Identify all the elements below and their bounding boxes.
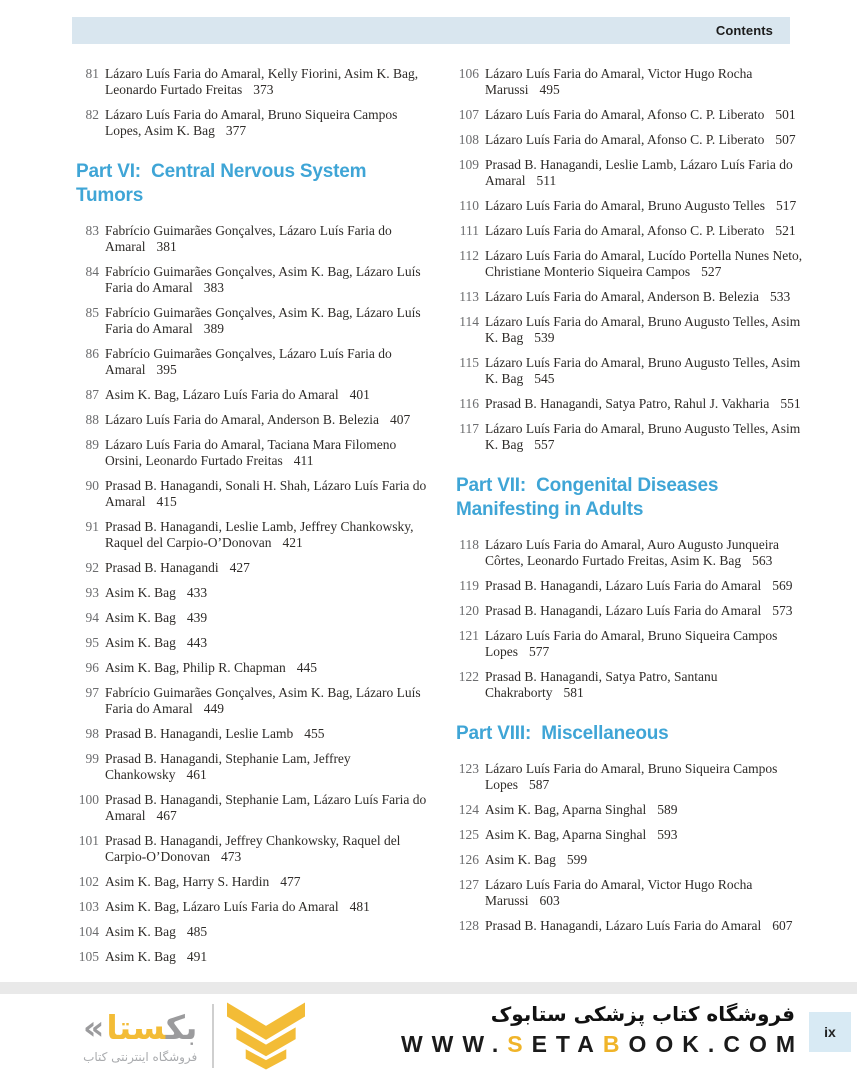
entry-page-number: 461: [186, 767, 207, 782]
entry-number: 84: [85, 264, 99, 279]
toc-entry: [76, 346, 434, 378]
entry-number: 125: [458, 827, 479, 842]
store-title: فروشگاه کتاب پزشکی ستابوک: [490, 1002, 795, 1026]
entry-page-number: 589: [657, 802, 678, 817]
entry-number: 127: [458, 877, 479, 892]
toc-entry: [76, 660, 434, 676]
entry-number: 93: [85, 585, 99, 600]
entry-page-number: 551: [780, 396, 801, 411]
entry-number: 110: [459, 198, 479, 213]
entry-authors: Lázaro Luís Faria do Amaral, Bruno Siqueira Campos Lopes 587: [485, 761, 778, 792]
entry-number: 105: [78, 949, 99, 964]
website-url: WWW.SETABOOK.COM: [400, 1031, 804, 1057]
entry-page-number: 467: [156, 808, 177, 823]
entry-authors: Prasad B. Hanagandi, Stephanie Lam, Lázaro Luís Faria do Amaral 467: [105, 792, 427, 823]
wordmark-yellow-part: ستا: [106, 1007, 166, 1047]
toc-entry: [76, 833, 434, 865]
entry-page-number: 401: [349, 387, 370, 402]
entry-authors: Lázaro Luís Faria do Amaral, Anderson B. Belezia 533: [485, 289, 791, 304]
toc-entry: [456, 918, 806, 934]
entry-page-number: 539: [534, 330, 555, 345]
toc-entry: [76, 264, 434, 296]
toc-entry: [456, 198, 806, 214]
entry-page-number: 455: [304, 726, 325, 741]
entry-page-number: 533: [770, 289, 791, 304]
footer-store-info: [400, 1001, 804, 1058]
entry-authors: Prasad B. Hanagandi, Stephanie Lam, Jeffrey Chankowsky 461: [105, 751, 351, 782]
page-number-badge: [809, 1012, 851, 1052]
entry-authors: Prasad B. Hanagandi, Leslie Lamb, Lázaro Luís Faria do Amaral 511: [485, 157, 793, 188]
toc-entry: [76, 387, 434, 403]
entry-number: 101: [78, 833, 99, 848]
entry-number: 97: [85, 685, 99, 700]
entry-page-number: 449: [203, 701, 224, 716]
entry-page-number: 573: [772, 603, 793, 618]
entry-authors: Lázaro Luís Faria do Amaral, Bruno Siqueira Campos Lopes, Asim K. Bag 377: [105, 107, 398, 138]
toc-entry: [456, 827, 806, 843]
entry-page-number: 433: [186, 585, 208, 600]
logo-divider: [212, 1004, 214, 1068]
entry-number: 104: [78, 924, 99, 939]
entry-number: 124: [458, 802, 479, 817]
toc-entry: [456, 578, 806, 594]
entry-authors: Prasad B. Hanagandi, Satya Patro, Santanu Chakraborty 581: [485, 669, 718, 700]
entry-page-number: 485: [186, 924, 208, 939]
entry-number: 120: [458, 603, 479, 618]
toc-entry: [456, 852, 806, 868]
entry-number: 102: [78, 874, 99, 889]
entry-page-number: 491: [186, 949, 208, 964]
toc-entry: [456, 157, 806, 189]
entry-authors: Prasad B. Hanagandi, Satya Patro, Rahul J. Vakharia 551: [485, 396, 801, 411]
part-heading: Part VII: Congenital Diseases Manifesting in Adults: [456, 475, 724, 520]
toc-entry: [76, 560, 434, 576]
toc-entry: [76, 585, 434, 601]
entry-number: 96: [85, 660, 99, 675]
entry-authors: Asim K. Bag, Harry S. Hardin 477: [105, 874, 301, 889]
toc-entry: [76, 305, 434, 337]
entry-authors: Asim K. Bag 443: [105, 635, 208, 650]
entry-number: 119: [459, 578, 479, 593]
toc-entry: [456, 314, 806, 346]
entry-number: 90: [85, 478, 99, 493]
entry-page-number: 507: [775, 132, 796, 147]
entry-number: 112: [459, 248, 479, 263]
toc-entry: [456, 802, 806, 818]
entry-authors: Lázaro Luís Faria do Amaral, Afonso C. P. Liberato 507: [485, 132, 796, 147]
entry-number: 91: [85, 519, 99, 534]
toc-entry: [76, 726, 434, 742]
entry-authors: Asim K. Bag 433: [105, 585, 208, 600]
entry-authors: Prasad B. Hanagandi 427: [105, 560, 250, 575]
toc-entry: [76, 610, 434, 626]
entry-page-number: 395: [156, 362, 177, 377]
entry-number: 106: [458, 66, 479, 81]
double-chevron-down-icon: [227, 1002, 305, 1070]
contents-header-bar: [72, 17, 790, 44]
entry-authors: Prasad B. Hanagandi, Lázaro Luís Faria do Amaral 569: [485, 578, 793, 593]
entry-number: 88: [85, 412, 99, 427]
entry-authors: Fabrício Guimarães Gonçalves, Lázaro Luís Faria do Amaral 381: [105, 223, 392, 254]
entry-page-number: 415: [156, 494, 177, 509]
setabook-wordmark-text: [83, 1009, 197, 1047]
page-number: ix: [824, 1024, 836, 1040]
entry-page-number: 373: [253, 82, 274, 97]
entry-authors: Lázaro Luís Faria do Amaral, Bruno Augusto Telles, Asim K. Bag 557: [485, 421, 801, 452]
toc-entry: [76, 519, 434, 551]
entry-authors: Asim K. Bag 485: [105, 924, 208, 939]
toc-entry: [456, 355, 806, 387]
toc-column-left: [76, 66, 434, 974]
toc-entry: [76, 751, 434, 783]
entry-number: 103: [78, 899, 99, 914]
entry-authors: Prasad B. Hanagandi, Lázaro Luís Faria do Amaral 607: [485, 918, 793, 933]
entry-number: 83: [85, 223, 99, 238]
entry-number: 108: [458, 132, 479, 147]
entry-page-number: 599: [566, 852, 588, 867]
toc-entry: [456, 66, 806, 98]
toc-entry: [76, 874, 434, 890]
toc-entry: [456, 761, 806, 793]
part-heading: Part VI: Central Nervous System Tumors: [76, 161, 372, 206]
entry-page-number: 517: [776, 198, 797, 213]
entry-page-number: 581: [563, 685, 584, 700]
entry-authors: Lázaro Luís Faria do Amaral, Anderson B. Belezia 407: [105, 412, 411, 427]
toc-entry: [456, 603, 806, 619]
entry-page-number: 545: [534, 371, 555, 386]
toc-entry: [456, 223, 806, 239]
entry-authors: Fabrício Guimarães Gonçalves, Asim K. Bag, Lázaro Luís Faria do Amaral 389: [105, 305, 421, 336]
entry-number: 116: [459, 396, 479, 411]
entry-authors: Fabrício Guimarães Gonçalves, Lázaro Luís Faria do Amaral 395: [105, 346, 392, 377]
entry-page-number: 421: [282, 535, 303, 550]
logo-tagline: فروشگاه اینترنتی کتاب: [83, 1049, 198, 1064]
entry-authors: Asim K. Bag 491: [105, 949, 208, 964]
entry-page-number: 389: [203, 321, 224, 336]
entry-authors: Prasad B. Hanagandi, Lázaro Luís Faria do Amaral 573: [485, 603, 793, 618]
entry-authors: Fabrício Guimarães Gonçalves, Asim K. Bag, Lázaro Luís Faria do Amaral 383: [105, 264, 421, 295]
entry-authors: Asim K. Bag 439: [105, 610, 208, 625]
entry-authors: Prasad B. Hanagandi, Sonali H. Shah, Lázaro Luís Faria do Amaral 415: [105, 478, 427, 509]
toc-column-right: [456, 66, 806, 943]
entry-number: 113: [459, 289, 479, 304]
entry-page-number: 477: [280, 874, 301, 889]
entry-authors: Asim K. Bag, Lázaro Luís Faria do Amaral 481: [105, 899, 370, 914]
toc-entry: [456, 421, 806, 453]
entry-number: 111: [459, 223, 479, 238]
entry-page-number: 427: [229, 560, 250, 575]
entry-page-number: 527: [701, 264, 722, 279]
entry-number: 128: [458, 918, 479, 933]
toc-entry: [76, 412, 434, 428]
entry-number: 89: [85, 437, 99, 452]
entry-number: 81: [85, 66, 99, 81]
entry-number: 92: [85, 560, 99, 575]
toc-entry: [76, 792, 434, 824]
toc-entry: [76, 478, 434, 510]
entry-authors: Lázaro Luís Faria do Amaral, Auro Augusto Junqueira Côrtes, Leonardo Furtado Freitas, Asim K. Bag 563: [485, 537, 779, 568]
entry-authors: Asim K. Bag 599: [485, 852, 588, 867]
entry-number: 115: [459, 355, 479, 370]
entry-page-number: 481: [349, 899, 370, 914]
wordmark-guillemet: «: [83, 1007, 105, 1047]
entry-page-number: 445: [296, 660, 318, 675]
setabook-wordmark: [83, 1009, 197, 1064]
entry-authors: Lázaro Luís Faria do Amaral, Bruno Augusto Telles, Asim K. Bag 539: [485, 314, 801, 345]
entry-authors: Prasad B. Hanagandi, Leslie Lamb 455: [105, 726, 325, 741]
entry-authors: Lázaro Luís Faria do Amaral, Victor Hugo Rocha Marussi 495: [485, 66, 753, 97]
entry-authors: Prasad B. Hanagandi, Jeffrey Chankowsky, Raquel del Carpio-O’Donovan 473: [105, 833, 401, 864]
wordmark-gray-part: بک: [165, 1007, 198, 1047]
entry-page-number: 587: [529, 777, 550, 792]
toc-entry: [456, 107, 806, 123]
entry-authors: Lázaro Luís Faria do Amaral, Taciana Mara Filomeno Orsini, Leonardo Furtado Freitas 411: [105, 437, 397, 468]
entry-page-number: 495: [539, 82, 560, 97]
footer-divider-strip: [0, 982, 857, 994]
toc-entry: [76, 66, 434, 98]
part-heading: Part VIII: Miscellaneous: [456, 723, 669, 744]
entry-number: 82: [85, 107, 99, 122]
entry-number: 98: [85, 726, 99, 741]
entry-page-number: 511: [536, 173, 557, 188]
entry-authors: Asim K. Bag, Philip R. Chapman 445: [105, 660, 318, 675]
entry-page-number: 603: [539, 893, 560, 908]
entry-authors: Lázaro Luís Faria do Amaral, Lucído Portella Nunes Neto, Christiane Monterio Siqueira Campos 527: [485, 248, 803, 279]
entry-page-number: 381: [156, 239, 177, 254]
entry-page-number: 569: [772, 578, 793, 593]
entry-authors: Asim K. Bag, Aparna Singhal 593: [485, 827, 678, 842]
entry-number: 123: [458, 761, 479, 776]
entry-page-number: 557: [534, 437, 555, 452]
entry-page-number: 563: [752, 553, 773, 568]
toc-entry: [456, 628, 806, 660]
entry-number: 121: [458, 628, 479, 643]
entry-page-number: 473: [220, 849, 242, 864]
entry-number: 109: [458, 157, 479, 172]
toc-entry: [76, 924, 434, 940]
entry-authors: Lázaro Luís Faria do Amaral, Bruno Augusto Telles 517: [485, 198, 797, 213]
entry-authors: Lázaro Luís Faria do Amaral, Afonso C. P. Liberato 521: [485, 223, 796, 238]
entry-page-number: 443: [186, 635, 208, 650]
entry-number: 117: [459, 421, 479, 436]
toc-entry: [456, 537, 806, 569]
entry-number: 85: [85, 305, 99, 320]
toc-entry: [456, 248, 806, 280]
entry-page-number: 501: [775, 107, 796, 122]
entry-authors: Asim K. Bag, Aparna Singhal 589: [485, 802, 678, 817]
entry-number: 87: [85, 387, 99, 402]
entry-number: 99: [85, 751, 99, 766]
entry-number: 114: [459, 314, 479, 329]
entry-number: 118: [459, 537, 479, 552]
entry-authors: Lázaro Luís Faria do Amaral, Afonso C. P. Liberato 501: [485, 107, 796, 122]
entry-number: 95: [85, 635, 99, 650]
entry-number: 107: [458, 107, 479, 122]
entry-page-number: 521: [775, 223, 796, 238]
entry-authors: Lázaro Luís Faria do Amaral, Victor Hugo Rocha Marussi 603: [485, 877, 753, 908]
entry-number: 94: [85, 610, 99, 625]
setabook-logo: [83, 1000, 305, 1072]
toc-entry: [456, 669, 806, 701]
toc-entry: [456, 396, 806, 412]
toc-entry: [76, 223, 434, 255]
toc-entry: [456, 132, 806, 148]
entry-authors: Lázaro Luís Faria do Amaral, Bruno Siqueira Campos Lopes 577: [485, 628, 778, 659]
contents-title: Contents: [715, 23, 773, 38]
toc-entry: [76, 635, 434, 651]
entry-number: 122: [458, 669, 479, 684]
entry-number: 86: [85, 346, 99, 361]
entry-authors: Lázaro Luís Faria do Amaral, Bruno Augusto Telles, Asim K. Bag 545: [485, 355, 801, 386]
toc-entry: [456, 289, 806, 305]
entry-page-number: 593: [657, 827, 678, 842]
toc-entry: [76, 685, 434, 717]
toc-entry: [76, 437, 434, 469]
toc-entry: [76, 107, 434, 139]
toc-entry: [456, 877, 806, 909]
entry-page-number: 439: [186, 610, 208, 625]
entry-page-number: 377: [225, 123, 247, 138]
entry-authors: Lázaro Luís Faria do Amaral, Kelly Fiorini, Asim K. Bag, Leonardo Furtado Freitas 373: [105, 66, 419, 97]
entry-number: 126: [458, 852, 479, 867]
entry-page-number: 577: [529, 644, 550, 659]
entry-page-number: 411: [293, 453, 314, 468]
entry-number: 100: [78, 792, 99, 807]
entry-page-number: 407: [390, 412, 411, 427]
entry-authors: Prasad B. Hanagandi, Leslie Lamb, Jeffrey Chankowsky, Raquel del Carpio-O’Donovan 421: [105, 519, 414, 550]
entry-page-number: 607: [772, 918, 793, 933]
entry-authors: Asim K. Bag, Lázaro Luís Faria do Amaral 401: [105, 387, 370, 402]
toc-entry: [76, 949, 434, 965]
toc-entry: [76, 899, 434, 915]
entry-page-number: 383: [203, 280, 224, 295]
entry-authors: Fabrício Guimarães Gonçalves, Asim K. Bag, Lázaro Luís Faria do Amaral 449: [105, 685, 421, 716]
